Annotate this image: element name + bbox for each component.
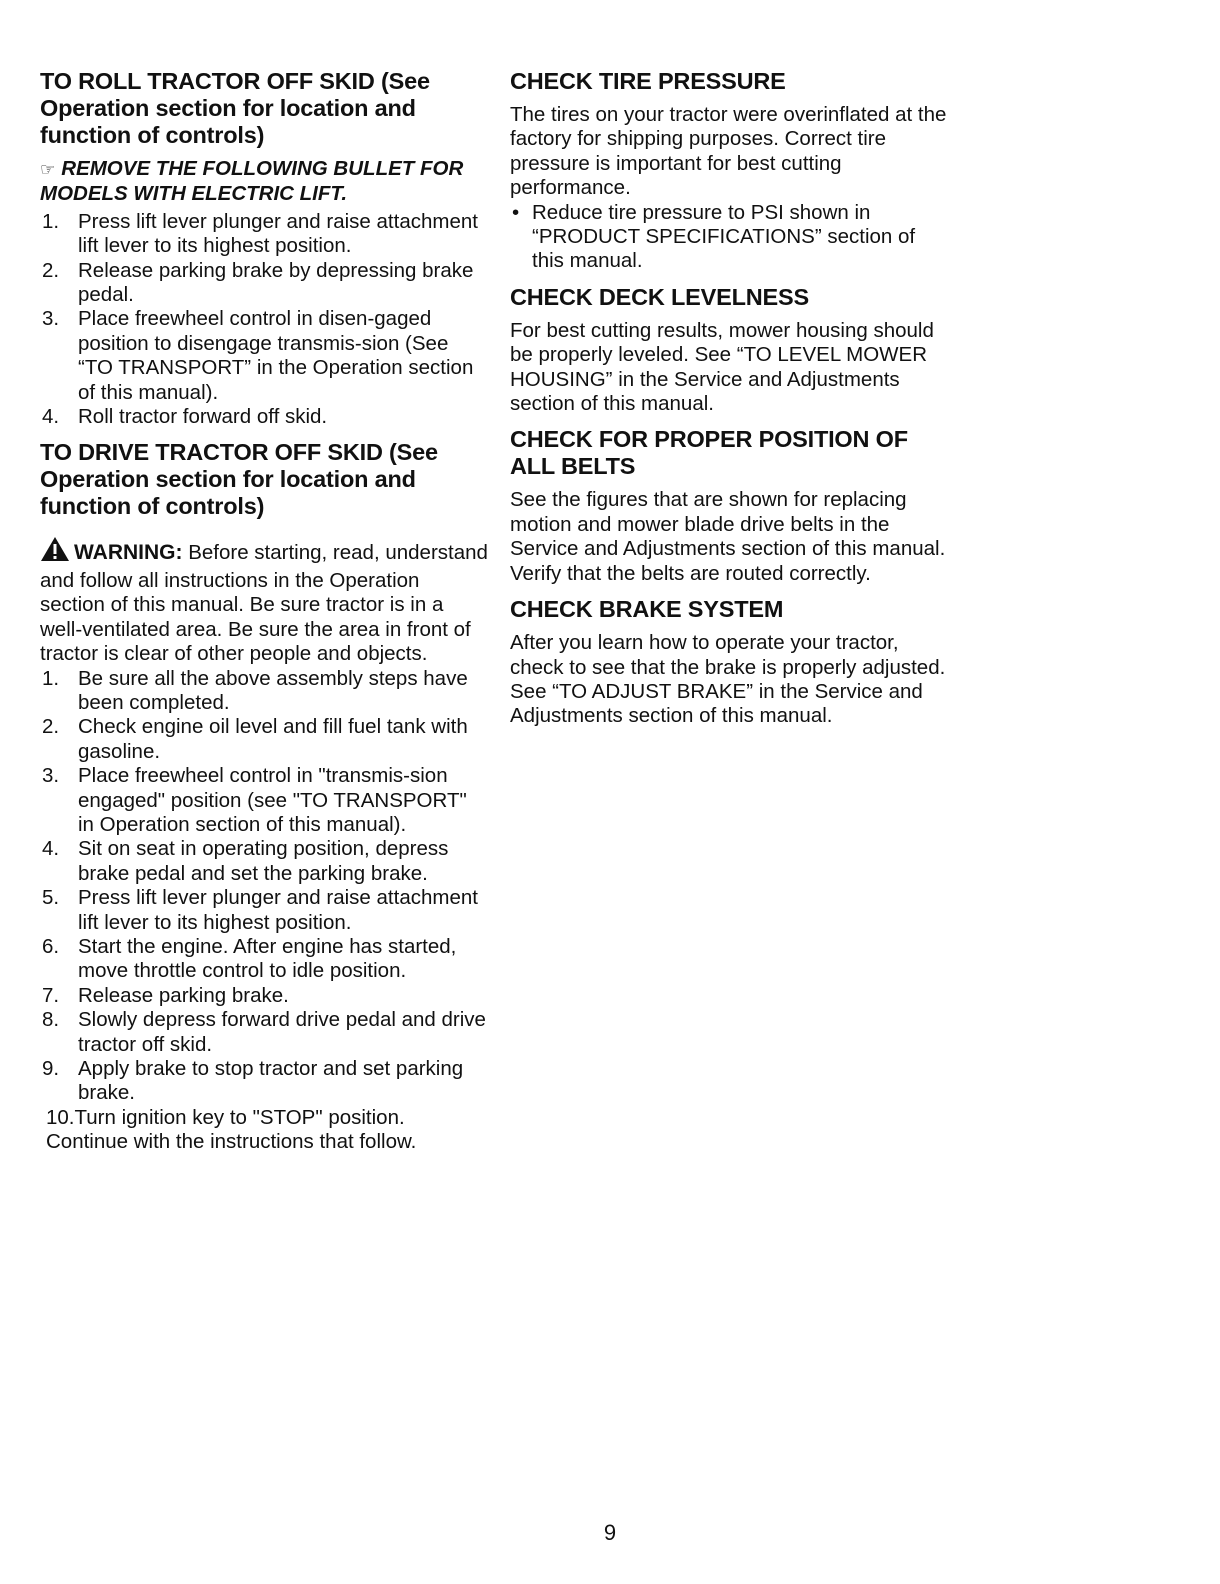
warning-text: Before starting, read, understand and follow all instructions in the Operation section of this manual. Be sure tractor is in a well-ventilated area. Be sure the area in front of tractor is clear of other people and objects.	[40, 541, 488, 666]
list-item: 9. Apply brake to stop tractor and set parking brake.	[42, 1057, 464, 1105]
list-item: 5. Press lift lever plunger and raise attachment lift lever to its highest position.	[42, 886, 478, 934]
list-item: 8. Slowly depress forward drive pedal and drive tractor off skid.	[42, 1008, 486, 1056]
list-item: • Reduce tire pressure to PSI shown in “PRODUCT SPECIFICATIONS” section of this manual.	[512, 200, 916, 273]
tire-section	[510, 68, 950, 274]
warning-label: WARNING:	[74, 541, 183, 565]
warning-paragraph	[40, 536, 488, 666]
list-item: 6. Start the engine. After engine has started, move throttle control to idle position.	[42, 934, 457, 983]
left-column	[40, 68, 488, 1155]
roll-section	[40, 68, 488, 429]
list-item: 10.Turn ignition key to "STOP" position.	[46, 1105, 405, 1129]
list-item: 1. Press lift lever plunger and raise attachment lift lever to its highest position.	[42, 209, 478, 258]
list-item: 2. Check engine oil level and fill fuel tank with gasoline.	[42, 715, 468, 763]
deck-section	[510, 284, 950, 417]
note-text: REMOVE THE FOLLOWING BULLET FOR MODELS WITH ELECTRIC LIFT.	[40, 157, 464, 206]
pointing-hand-icon: ☞	[40, 160, 56, 179]
list-item: 4. Sit on seat in operating position, depress brake pedal and set the parking brake.	[42, 837, 449, 885]
list-item: 4. Roll tractor forward off skid.	[42, 405, 328, 429]
tire-body: The tires on your tractor were overinflated at the factory for shipping purposes. Correct tire pressure is important for best cutting performance.	[510, 103, 947, 200]
page-number: 9	[603, 1520, 617, 1545]
continue-text: Continue with the instructions that follow.	[46, 1130, 417, 1154]
list-item: 3. Place freewheel control in disen-gaged position to disengage transmis-sion (See “TO TRANSPORT” in the Operation section of this manual).	[42, 307, 474, 404]
deck-heading: CHECK DECK LEVELNESS	[510, 283, 809, 310]
tire-bullets	[510, 201, 950, 274]
belts-section	[510, 426, 950, 586]
roll-heading: TO ROLL TRACTOR OFF SKID (See Operation section for location and function of controls)	[40, 68, 430, 148]
drive-heading: TO DRIVE TRACTOR OFF SKID (See Operation section for location and function of controls)	[40, 439, 438, 520]
belts-body: See the figures that are shown for replacing motion and mower blade drive belts in the Service and Adjustments section of this manual. Verify that the belts are routed correctly.	[510, 488, 946, 585]
drive-steps	[40, 667, 488, 1131]
list-item: 1. Be sure all the above assembly steps have been completed.	[42, 666, 468, 714]
electric-lift-note	[40, 157, 488, 207]
brake-heading: CHECK BRAKE SYSTEM	[510, 596, 784, 623]
list-item: 7. Release parking brake.	[42, 983, 289, 1007]
belts-heading: CHECK FOR PROPER POSITION OF ALL BELTS	[510, 426, 908, 480]
warning-triangle-icon	[40, 536, 70, 568]
roll-steps	[40, 210, 488, 430]
list-item: 2. Release parking brake by depressing brake pedal.	[42, 258, 474, 307]
brake-body: After you learn how to operate your tractor, check to see that the brake is properly adjusted. See “TO ADJUST BRAKE” in the Service and Adjustments section of this manual.	[510, 631, 946, 728]
brake-section	[510, 596, 950, 729]
list-item: 3. Place freewheel control in "transmis-sion engaged" position (see "TO TRANSPORT" in Operation section of this manual).	[42, 764, 467, 836]
tire-heading: CHECK TIRE PRESSURE	[510, 68, 786, 94]
drive-section	[40, 439, 488, 1154]
deck-body: For best cutting results, mower housing should be properly leveled. See “TO LEVEL MOWER HOUSING” in the Service and Adjustments section of this manual.	[510, 318, 934, 416]
right-column	[510, 68, 950, 729]
bullet-icon: •	[512, 200, 520, 224]
